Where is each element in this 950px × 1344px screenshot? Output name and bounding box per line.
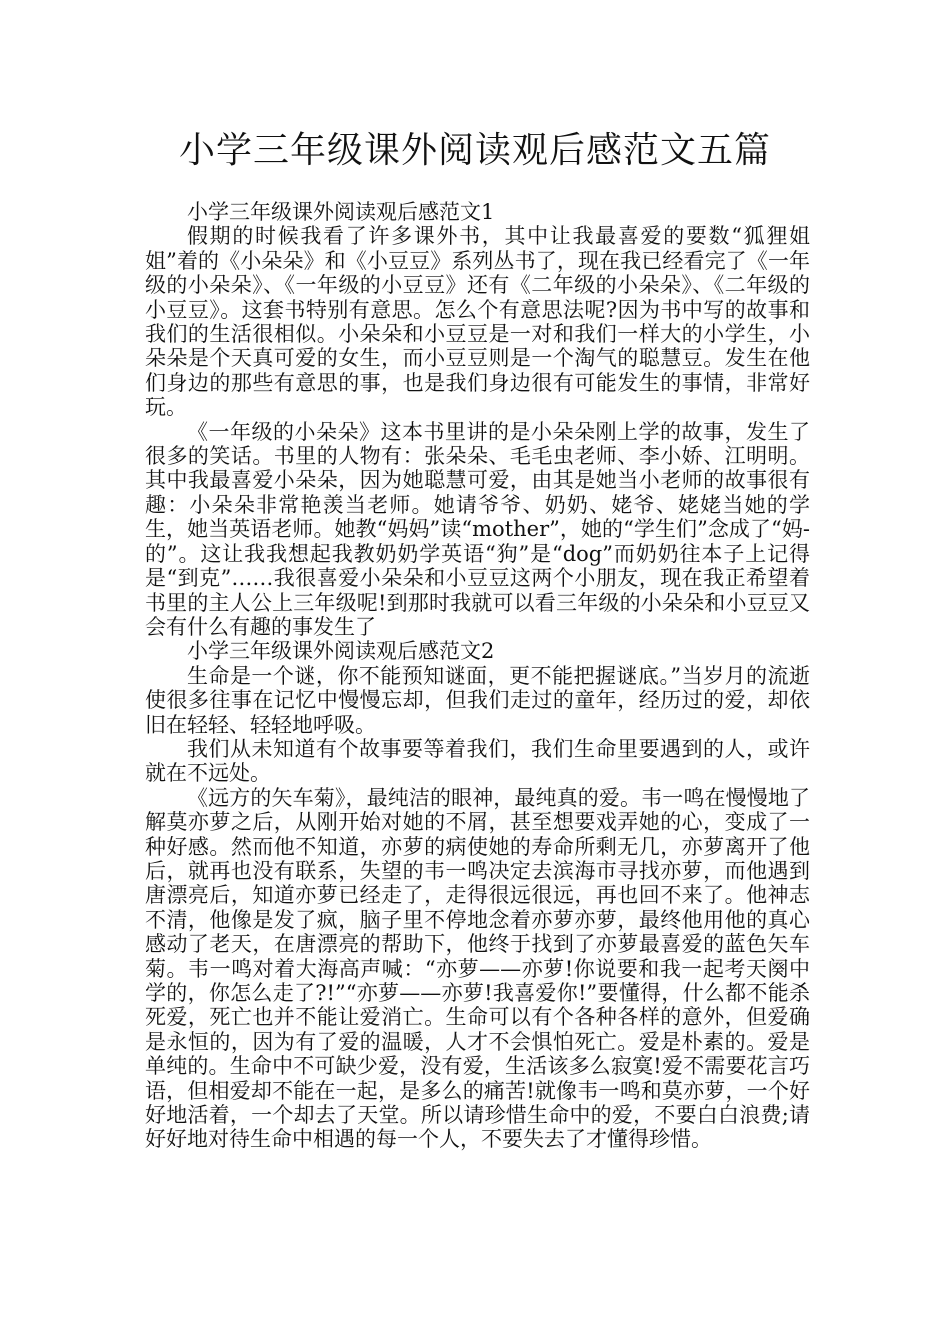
- paragraph: 我们从未知道有个故事要等着我们，我们生命里要遇到的人，或许就在不远处。: [145, 736, 810, 786]
- document-title: 小学三年级课外阅读观后感范文五篇: [178, 130, 771, 171]
- section-heading-2: 小学三年级课外阅读观后感范文2: [187, 639, 495, 664]
- document-body: [145, 200, 810, 1152]
- paragraph: 《一年级的小朵朵》这本书里讲的是小朵朵刚上学的故事，发生了很多的笑话。书里的人物有：张朵朵、毛毛虫老师、李小娇、江明明。其中我最喜爱小朵朵，因为她聪慧可爱，由其是她当小老师的故事很有趣：小朵朵非常艳羡当老师。她请爷爷、奶奶、姥爷、姥姥当她的学生，她当英语老师。她教“妈妈”读“mother”，她的“学生们”念成了“妈-的”。这让我我想起我教奶奶学英语“狗”是“dog”而奶奶往本子上记得是“到克”……我很喜爱小朵朵和小豆豆这两个小朋友，现在我正希望着书里的主人公上三年级呢!到那时我就可以看三年级的小朵朵和小豆豆又会有什么有趣的事发生了: [145, 419, 810, 639]
- paragraph: 假期的时候我看了许多课外书，其中让我最喜爱的要数“狐狸姐姐”着的《小朵朵》和《小豆豆》系列丛书了，现在我已经看完了《一年级的小朵朵》、《一年级的小豆豆》还有《二年级的小朵朵》、《二年级的小豆豆》。这套书特别有意思。怎么个有意思法呢?因为书中写的故事和我们的生活很相似。小朵朵和小豆豆是一对和我们一样大的小学生，小朵朵是个天真可爱的女生，而小豆豆则是一个淘气的聪慧豆。发生在他们身边的那些有意思的事，也是我们身边很有可能发生的事情，非常好玩。: [145, 224, 810, 420]
- paragraph: 生命是一个谜，你不能预知谜面，更不能把握谜底。”当岁月的流逝使很多往事在记忆中慢慢忘却，但我们走过的童年，经历过的爱，却依旧在轻轻、轻轻地呼吸。: [145, 663, 810, 737]
- paragraph: 《远方的矢车菊》，最纯洁的眼神，最纯真的爱。韦一鸣在慢慢地了解莫亦萝之后，从刚开始对她的不屑，甚至想要戏弄她的心，变成了一种好感。然而他不知道，亦萝的病使她的寿命所剩无几，亦萝离开了他后，就再也没有联系，失望的韦一鸣决定去滨海市寻找亦萝，而他遇到唐漂亮后，知道亦萝已经走了，走得很远很远，再也回不来了。他神志不清，他像是发了疯，脑子里不停地念着亦萝亦萝，最终他用他的真心感动了老天，在唐漂亮的帮助下，他终于找到了亦萝最喜爱的蓝色矢车菊。韦一鸣对着大海高声喊：“亦萝——亦萝!你说要和我一起考天阕中学的，你怎么走了?!”“亦萝——亦萝!我喜爱你!”要懂得，什么都不能杀死爱，死亡也并不能让爱消亡。生命可以有个各种各样的意外，但爱确是永恒的，因为有了爱的温暖，人才不会惧怕死亡。爱是朴素的。爱是单纯的。生命中不可缺少爱，没有爱，生活该多么寂寞!爱不需要花言巧语，但相爱却不能在一起，是多么的痛苦!就像韦一鸣和莫亦萝，一个好好地活着，一个却去了天堂。所以请珍惜生命中的爱，不要白白浪费;请好好地对待生命中相遇的每一个人，不要失去了才懂得珍惜。: [145, 785, 810, 1152]
- section-heading-1: 小学三年级课外阅读观后感范文1: [187, 200, 495, 224]
